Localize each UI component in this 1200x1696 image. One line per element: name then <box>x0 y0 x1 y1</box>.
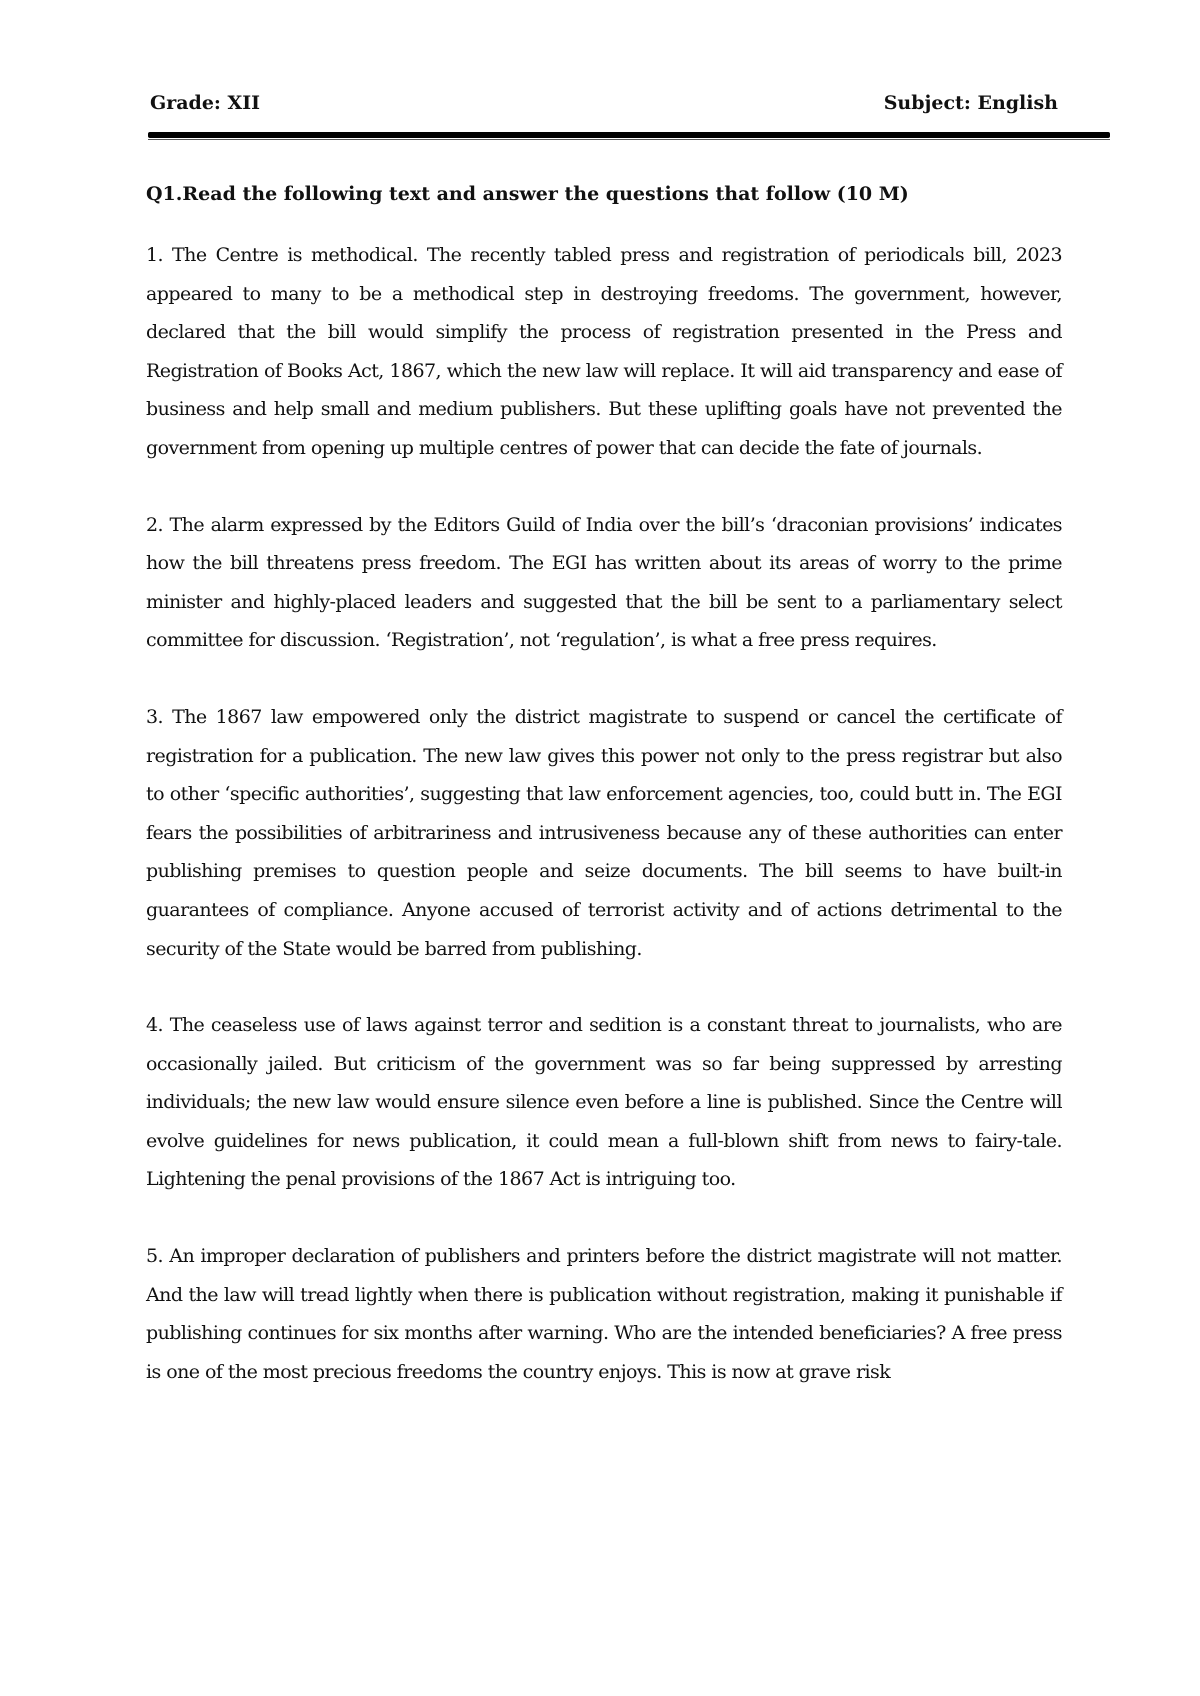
paragraph-4: 4. The ceaseless use of laws against terror and sedition is a constant threat to journalists, who are occasionally jailed. But criticism of the government was so far being suppressed by arresting individuals; the new law would ensure silence even before a line is published. Since the Centre will evolve guidelines for news publication, it could mean a full-blown shift from news to fairy-tale. Lightening the penal provisions of the 1867 Act is intriguing too. <box>146 1014 1062 1191</box>
question-heading: Q1.Read the following text and answer the questions that follow (10 M) <box>146 183 909 205</box>
paragraph-3: 3. The 1867 law empowered only the district magistrate to suspend or cancel the certificate of registration for a publication. The new law gives this power not only to the press registrar but also to other ‘specific authorities’, suggesting that law enforcement agencies, too, could butt in. The EGI fears the possibilities of arbitrariness and intrusiveness because any of these authorities can enter publishing premises to question people and seize documents. The bill seems to have built-in guarantees of compliance. Anyone accused of terrorist activity and of actions detrimental to the security of the State would be barred from publishing. <box>146 705 1062 960</box>
subject-label: Subject: English <box>883 92 1058 114</box>
paragraph-5: 5. An improper declaration of publishers and printers before the district magistrate will not matter. And the law will tread lightly when there is publication without registration, making it punishable if publishing continues for six months after warning. Who are the intended beneficiaries? A free press is one of the most precious freedoms the country enjoys. This is now at grave risk <box>146 1245 1062 1383</box>
paragraph-1: 1. The Centre is methodical. The recently tabled press and registration of periodicals bill, 2023 appeared to many to be a methodical step in destroying freedoms. The government, however, declared that the bill would simplify the process of registration presented in the Press and Registration of Books Act, 1867, which the new law will replace. It will aid transparency and ease of business and help small and medium publishers. But these uplifting goals have not prevented the government from opening up multiple centres of power that can decide the fate of journals. <box>146 244 1062 459</box>
paragraph-2: 2. The alarm expressed by the Editors Guild of India over the bill’s ‘draconian provisions’ indicates how the bill threatens press freedom. The EGI has written about its areas of worry to the prime minister and highly-placed leaders and suggested that the bill be sent to a parliamentary select committee for discussion. ‘Registration’, not ‘regulation’, is what a free press requires. <box>146 513 1062 652</box>
page-header <box>150 92 1058 124</box>
header-rule-thin <box>148 139 1110 140</box>
header-rule <box>148 132 1110 138</box>
document-body <box>146 176 1062 1429</box>
grade-label: Grade: XII <box>150 92 261 114</box>
